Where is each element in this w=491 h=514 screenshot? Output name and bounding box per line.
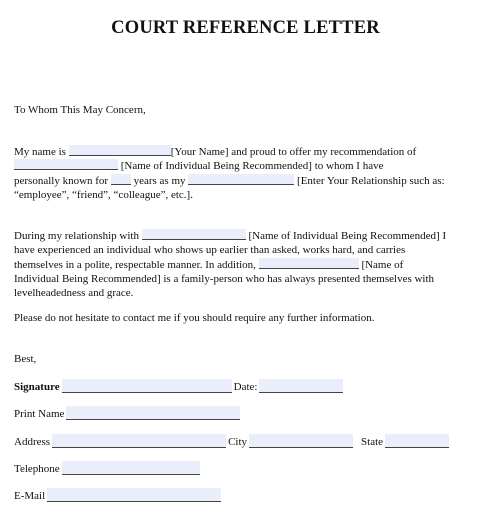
address-input[interactable] — [52, 434, 226, 448]
paragraph-1-line-2: [Name of Individual Being Recommended] to whom I have — [14, 159, 482, 173]
address-label: Address — [14, 436, 51, 448]
paragraph-1-line-3: personally known for years as my [Enter Your Relationship such as: — [14, 174, 445, 187]
recommended-name-blank-3[interactable] — [259, 258, 359, 269]
signature-label: Signature — [14, 381, 60, 393]
paragraph-3: Please do not hesitate to contact me if you should require any further information. — [14, 312, 375, 324]
paragraph-2-line-1: During my relationship with [Name of Individual Being Recommended] I — [14, 230, 447, 242]
date-label: Date: — [233, 381, 258, 393]
city-input[interactable] — [249, 434, 353, 448]
paragraph-2-line-5: levelheadedness and grace. — [14, 287, 134, 300]
paragraph-2-line-3: themselves in a polite, respectable manner. In addition, [Name of — [14, 258, 404, 271]
relationship-blank[interactable] — [188, 174, 294, 185]
address-row — [14, 434, 451, 448]
paragraph-2-line-4: Individual Being Recommended] is a family-person who has always presented themselves with — [14, 272, 435, 285]
telephone-input[interactable] — [62, 461, 200, 475]
paragraph-1-line-4: “employee”, “friend”, “colleague”, etc.]. — [14, 188, 193, 201]
city-label: City — [228, 436, 248, 448]
state-label: State — [361, 436, 384, 448]
recommended-name-blank[interactable] — [14, 159, 118, 170]
paragraph-2-line-2: have experienced an individual who shows up earlier than asked, works hard, and carries — [14, 244, 406, 257]
email-input[interactable] — [47, 488, 221, 502]
telephone-label: Telephone — [14, 463, 60, 475]
signature-row — [14, 379, 345, 393]
paragraph-2 — [14, 229, 482, 300]
telephone-row — [14, 461, 202, 475]
date-input[interactable] — [259, 379, 343, 393]
salutation: To Whom This May Concern, — [14, 104, 146, 116]
email-label: E-Mail — [14, 490, 46, 502]
your-name-blank[interactable] — [69, 145, 171, 156]
paragraph-1 — [14, 145, 482, 202]
print-name-row — [14, 406, 242, 420]
closing: Best, — [14, 353, 37, 365]
years-blank[interactable] — [111, 174, 131, 185]
paragraph-1-line-1: My name is [Your Name] and proud to offer my recommendation of — [14, 146, 417, 158]
recommended-name-blank-2[interactable] — [142, 229, 246, 240]
print-name-label: Print Name — [14, 408, 65, 420]
state-input[interactable] — [385, 434, 449, 448]
page-title: COURT REFERENCE LETTER — [111, 18, 380, 38]
print-name-input[interactable] — [66, 406, 240, 420]
email-row — [14, 488, 223, 502]
signature-input[interactable] — [62, 379, 232, 393]
